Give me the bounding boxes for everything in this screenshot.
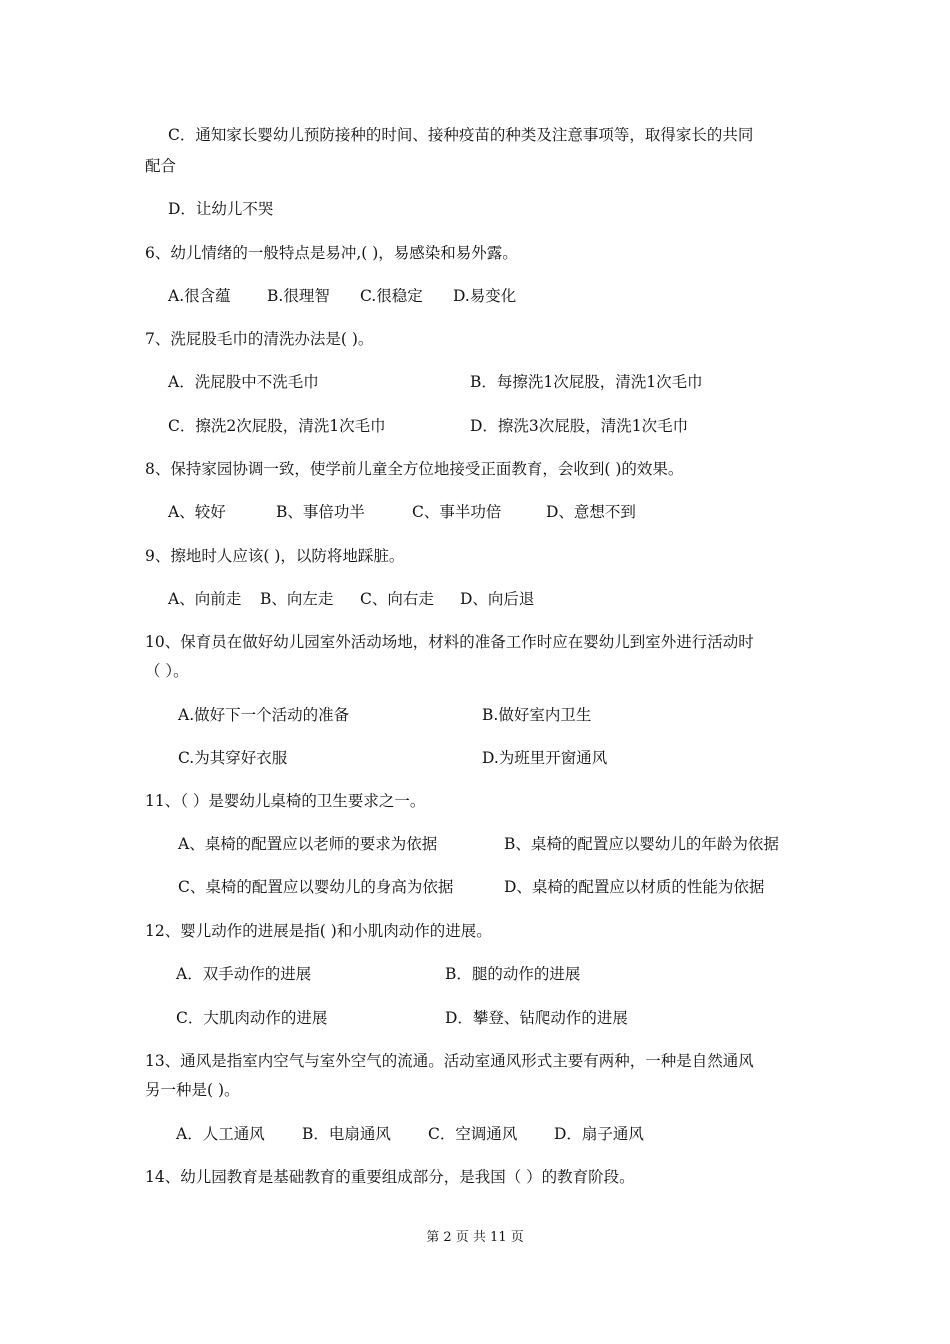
- q8-option-a: A、较好: [168, 503, 226, 521]
- q7-option-d: D．擦洗3次屁股，清洗1次毛巾: [470, 417, 689, 435]
- q6-option-c: C.很稳定: [360, 287, 423, 305]
- q12-option-a: A．双手动作的进展: [176, 965, 312, 983]
- q10-stem-line2: （ ）。: [145, 662, 189, 680]
- q9-option-d: D、向后退: [460, 590, 535, 608]
- q12-option-b: B．腿的动作的进展: [445, 965, 581, 983]
- q6-option-a: A.很含蕴: [168, 287, 231, 305]
- q11-stem: 11、（ ）是婴幼儿桌椅的卫生要求之一。: [145, 792, 426, 810]
- q13-option-a: A．人工通风: [176, 1125, 265, 1143]
- q10-stem-line1: 10、保育员在做好幼儿园室外活动场地，材料的准备工作时应在婴幼儿到室外进行活动时: [145, 633, 754, 651]
- q9-option-c: C、向右走: [360, 590, 434, 608]
- q8-option-d: D、意想不到: [546, 503, 636, 521]
- q10-option-b: B.做好室内卫生: [482, 706, 592, 724]
- q13-option-b: B．电扇通风: [302, 1125, 391, 1143]
- q11-option-a: A、桌椅的配置应以老师的要求为依据: [178, 835, 438, 853]
- q7-option-b: B．每擦洗1次屁股，清洗1次毛巾: [470, 373, 703, 391]
- q7-option-c: C．擦洗2次屁股，清洗1次毛巾: [168, 417, 386, 435]
- q8-option-b: B、事倍功半: [276, 503, 365, 521]
- q13-option-d: D．扇子通风: [554, 1125, 644, 1143]
- q5-option-d: D．让幼儿不哭: [168, 200, 274, 218]
- q12-stem: 12、婴儿动作的进展是指( )和小肌肉动作的进展。: [145, 922, 492, 940]
- q9-option-a: A、向前走: [168, 590, 242, 608]
- q7-stem: 7、洗屁股毛巾的清洗办法是( )。: [145, 330, 374, 348]
- q9-stem: 9、擦地时人应该( )，以防将地踩脏。: [145, 547, 405, 565]
- q8-option-c: C、事半功倍: [412, 503, 502, 521]
- q11-option-c: C、桌椅的配置应以婴幼儿的身高为依据: [178, 878, 454, 896]
- q13-option-c: C．空调通风: [428, 1125, 518, 1143]
- q13-stem-line1: 13、通风是指室内空气与室外空气的流通。活动室通风形式主要有两种，一种是自然通风: [145, 1052, 754, 1070]
- page-footer: 第 2 页 共 11 页: [426, 1230, 524, 1245]
- q10-option-a: A.做好下一个活动的准备: [178, 706, 350, 724]
- q10-option-d: D.为班里开窗通风: [482, 749, 608, 767]
- q14-stem: 14、幼儿园教育是基础教育的重要组成部分，是我国（ ）的教育阶段。: [145, 1168, 635, 1186]
- q9-option-b: B、向左走: [260, 590, 334, 608]
- q7-option-a: A．洗屁股中不洗毛巾: [168, 373, 319, 391]
- q12-option-d: D．攀登、钻爬动作的进展: [445, 1009, 628, 1027]
- q11-option-b: B、桌椅的配置应以婴幼儿的年龄为依据: [504, 835, 779, 853]
- q6-option-b: B.很理智: [267, 287, 330, 305]
- q5-option-c-line1: C．通知家长婴幼儿预防接种的时间、接种疫苗的种类及注意事项等，取得家长的共同: [168, 126, 754, 144]
- q13-stem-line2: 另一种是( )。: [145, 1081, 240, 1099]
- q8-stem: 8、保持家园协调一致，使学前儿童全方位地接受正面教育，会收到( )的效果。: [145, 460, 684, 478]
- q5-option-c-line2: 配合: [145, 157, 177, 175]
- q12-option-c: C．大肌肉动作的进展: [176, 1009, 328, 1027]
- q11-option-d: D、桌椅的配置应以材质的性能为依据: [504, 878, 765, 896]
- q6-option-d: D.易变化: [453, 287, 517, 305]
- q6-stem: 6、幼儿情绪的一般特点是易冲,( )，易感染和易外露。: [145, 244, 518, 262]
- q10-option-c: C.为其穿好衣服: [178, 749, 288, 767]
